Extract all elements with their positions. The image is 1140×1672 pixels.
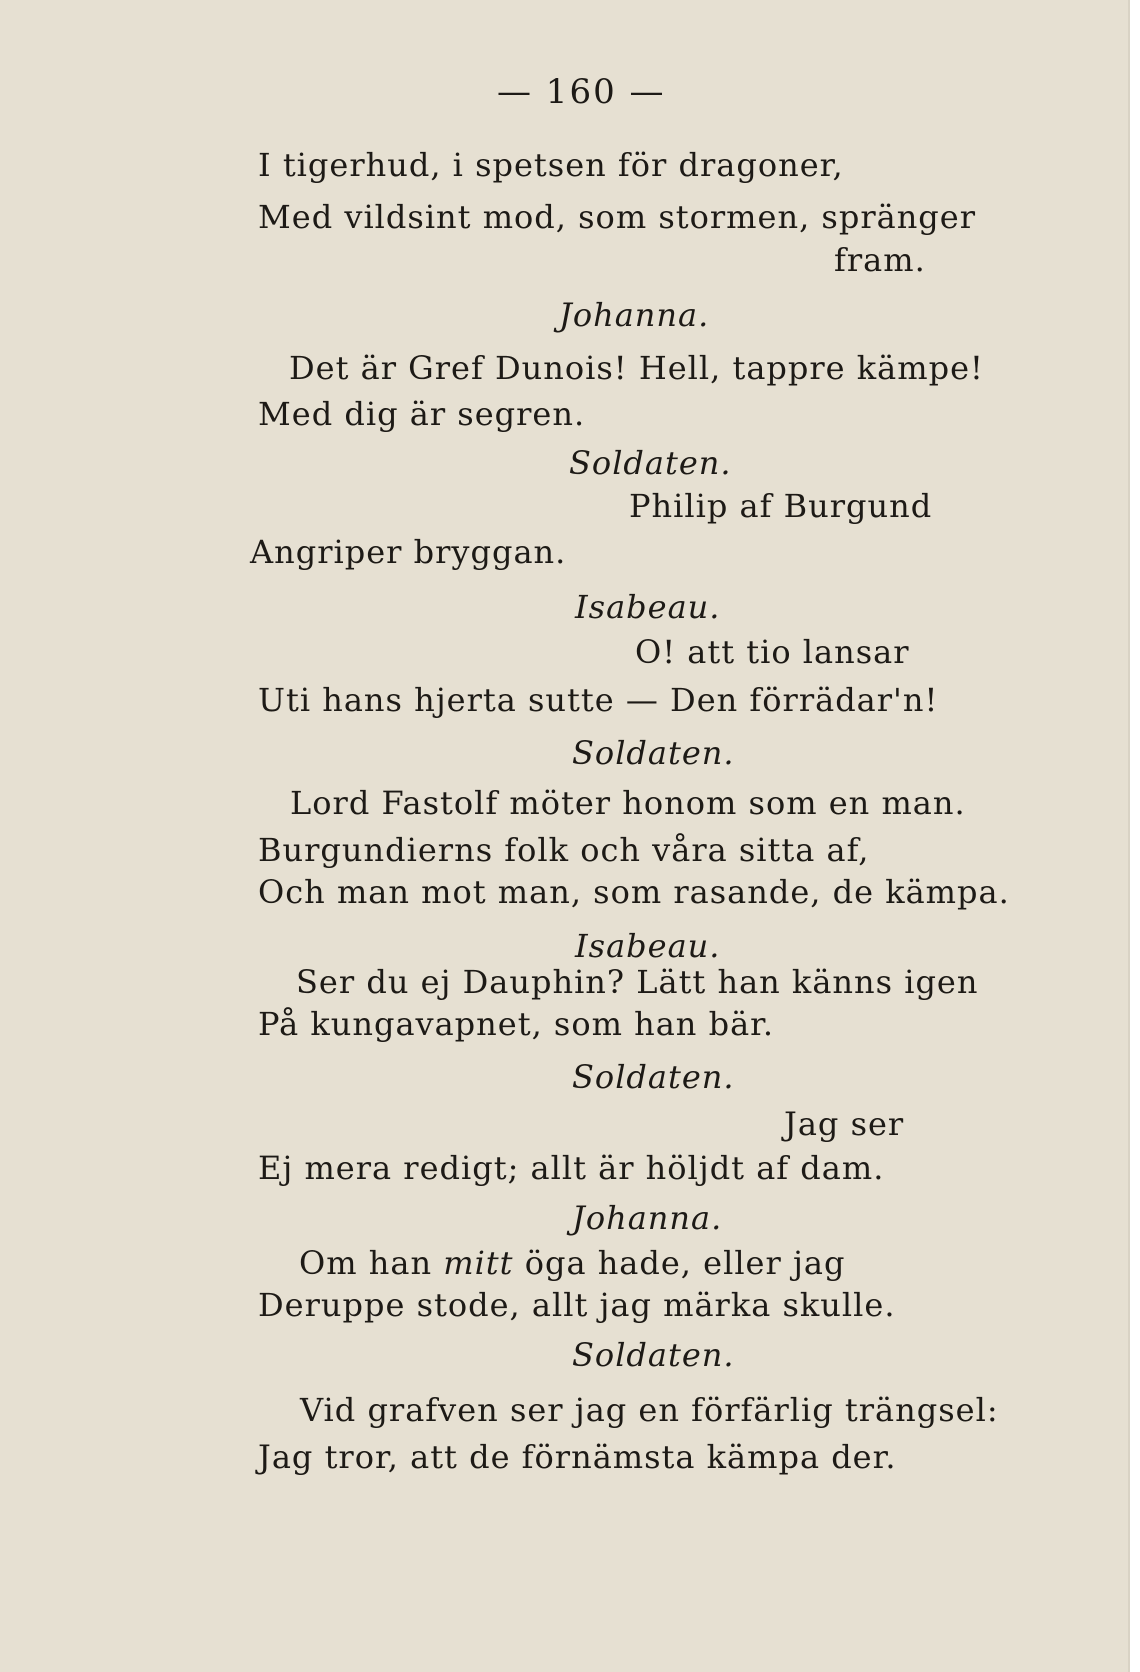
speaker-name: Soldaten. [572,1336,735,1374]
verse-line: Lord Fastolf möter honom som en man. [290,784,966,822]
verse-line: Ser du ej Dauphin? Lätt han känns igen [296,963,979,1001]
speaker-name: Soldaten. [569,444,732,482]
verse-line: Angriper bryggan. [250,533,567,571]
verse-line: Med vildsint mod, som stormen, spränger [258,198,977,236]
verse-line [299,1243,845,1283]
speaker-name: Isabeau. [575,927,721,965]
speaker-name: Soldaten. [572,734,735,772]
verse-line: Uti hans hjerta sutte — Den förrädar'n! [258,681,939,719]
verse-line: Jag ser [784,1105,905,1143]
verse-line-continuation: fram. [834,241,926,279]
speaker-name: Isabeau. [575,588,721,626]
verse-text: Om han [299,1244,444,1282]
speaker-name: Johanna. [572,1199,723,1237]
verse-line: På kungavapnet, som han bär. [258,1005,775,1043]
verse-line: Det är Gref Dunois! Hell, tappre kämpe! [289,349,984,387]
verse-text: öga hade, eller jag [513,1244,846,1282]
verse-line: Vid grafven ser jag en förfärlig trängsel: [300,1391,999,1429]
verse-line: O! att tio lansar [635,633,910,671]
speaker-name: Johanna. [559,296,710,334]
verse-line: Med dig är segren. [258,395,586,433]
verse-line: Burgundierns folk och våra sitta af, [258,831,870,869]
verse-line: Philip af Burgund [629,487,933,525]
page-number: — 160 — [497,72,666,112]
verse-line: Och man mot man, som rasande, de kämpa. [258,873,1010,911]
verse-line: Deruppe stode, allt jag märka skulle. [258,1286,896,1324]
verse-line: Ej mera redigt; allt är höljdt af dam. [258,1149,885,1187]
verse-line: Jag tror, att de förnämsta kämpa der. [258,1438,897,1476]
verse-line: I tigerhud, i spetsen för dragoner, [258,146,844,184]
speaker-name: Soldaten. [572,1058,735,1096]
emphasized-word: mitt [443,1244,514,1282]
